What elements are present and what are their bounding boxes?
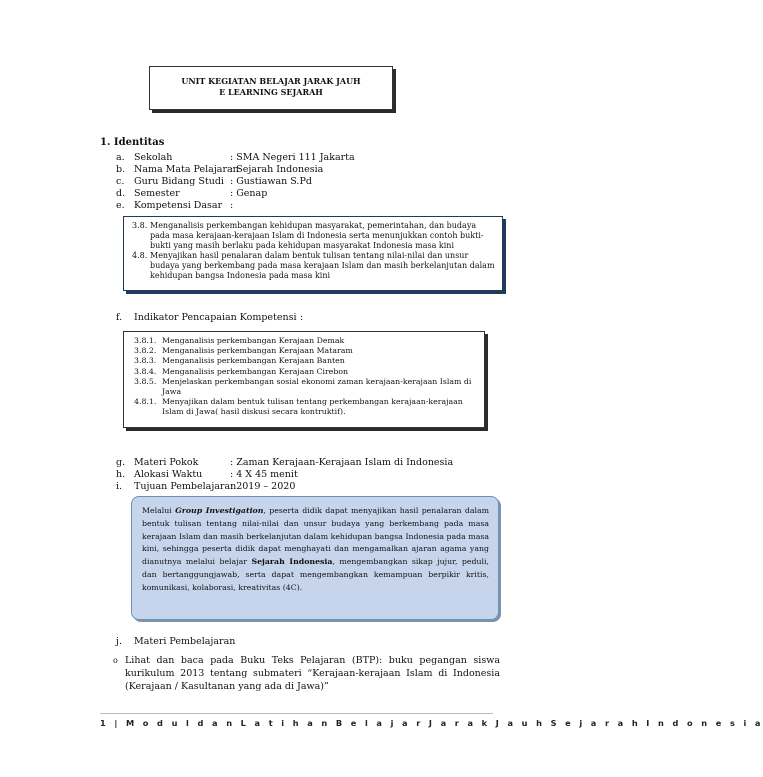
row-value: : Gustiawan S.Pd bbox=[230, 176, 312, 187]
ipk-text: Menganalisis perkembangan Kerajaan Mataram bbox=[162, 346, 353, 356]
materi-text: Lihat dan baca pada Buku Teks Pelajaran (BTP): buku pegangan siswa kurikulum 2013 tentang submateri “Kerajaan-kerajaan Islam di Indonesia (Kerajaan / Kasultanan yang ada di Jawa)” bbox=[125, 655, 500, 692]
kd-number: 4.8. bbox=[132, 251, 148, 260]
row-letter: b. bbox=[116, 164, 126, 175]
row-value: : bbox=[230, 200, 234, 211]
ipk-item bbox=[134, 356, 480, 366]
tujuan-text-1: Melalui bbox=[142, 506, 176, 515]
row-value: : 4 X 45 menit bbox=[230, 469, 298, 480]
ipk-item bbox=[134, 367, 480, 377]
row-label: Semester bbox=[134, 188, 180, 199]
kd-text: Menyajikan hasil penalaran dalam bentuk tulisan tentang nilai-nilai dan unsur budaya yang berkembang pada masa kerajaan Islam dan masih berkelanjutan dalam kehidupan bangsa Indonesia pada masa kini bbox=[150, 251, 495, 280]
row-value: : Zaman Kerajaan-Kerajaan Islam di Indonesia bbox=[230, 457, 454, 468]
ipk-text: Menjelaskan perkembangan sosial ekonomi zaman kerajaan-kerajaan Islam di Jawa bbox=[162, 376, 472, 397]
row-letter: j. bbox=[116, 636, 122, 647]
row-letter: e. bbox=[116, 200, 125, 211]
row-letter: a. bbox=[116, 152, 125, 163]
tujuan-method: Group Investigation bbox=[175, 506, 264, 515]
ipk-text: Menyajikan dalam bentuk tulisan tentang perkembangan kerajaan-kerajaan Islam di Jawa( hasil diskusi secara kontruktif). bbox=[162, 397, 463, 417]
ipk-text: Menganalisis perkembangan Kerajaan Banten bbox=[162, 356, 345, 366]
row-value: : 2019 – 2020 bbox=[230, 481, 296, 492]
ipk-number: 3.8.5. bbox=[134, 376, 157, 386]
row-label: Alokasi Waktu bbox=[134, 469, 203, 480]
ipk-number: 3.8.3. bbox=[134, 356, 157, 366]
title-line-2: E LEARNING SEJARAH bbox=[219, 87, 323, 97]
row-label: Indikator Pencapaian Kompetensi bbox=[134, 312, 297, 323]
row-label: Nama Mata Pelajaran bbox=[134, 164, 239, 175]
title-line-1: UNIT KEGIATAN BELAJAR JARAK JAUH bbox=[181, 76, 361, 86]
footer-divider bbox=[100, 713, 493, 714]
ipk-text: Menganalisis perkembangan Kerajaan Demak bbox=[162, 336, 345, 345]
tujuan-pembelajaran-box bbox=[131, 496, 499, 620]
row-label: Materi Pokok bbox=[134, 457, 199, 468]
ipk-number: 3.8.4. bbox=[134, 366, 157, 376]
kd-item bbox=[132, 251, 496, 281]
ipk-item bbox=[134, 336, 480, 346]
ipk-number: 4.8.1. bbox=[134, 397, 157, 407]
kd-item bbox=[132, 221, 496, 251]
title-box bbox=[149, 66, 393, 110]
identitas-heading: 1. Identitas bbox=[100, 137, 165, 148]
tujuan-text-2: , peserta didik dapat menyajikan hasil penalaran dalam bentuk tulisan tentang nilai-nilai dan unsur budaya yang berkembang pada masa kerajaan Islam dan masih berkelanjutan dalam kehidupan bangsa Indonesia pada masa kini, sehingga peserta didik dapat menghayati dan mengamalkan ajaran agama yang dianutnya melalui belajar bbox=[142, 506, 490, 567]
row-letter: h. bbox=[116, 469, 126, 480]
row-letter: d. bbox=[116, 188, 126, 199]
tujuan-subject: Sejarah Indonesia bbox=[251, 557, 333, 567]
kd-number: 3.8. bbox=[132, 221, 148, 230]
tujuan-text-3: , mengembangkan sikap jujur, peduli, dan bertanggungjawab, serta dapat mengembangkan kemampuan berpikir kritis, komunikasi, kolaborasi, kreativitas (4C). bbox=[142, 557, 489, 592]
kompetensi-dasar-box bbox=[123, 216, 503, 291]
ipk-box bbox=[123, 331, 485, 428]
ipk-item bbox=[134, 397, 480, 417]
ipk-item bbox=[134, 377, 480, 397]
materi-body bbox=[113, 654, 500, 693]
row-colon: : bbox=[300, 312, 304, 323]
row-letter: g. bbox=[116, 457, 126, 468]
row-letter: f. bbox=[116, 312, 123, 323]
ipk-number: 3.8.1. bbox=[134, 336, 157, 345]
row-label: Kompetensi Dasar bbox=[134, 200, 223, 211]
row-letter: c. bbox=[116, 176, 125, 187]
row-label: Tujuan Pembelajaran bbox=[134, 481, 237, 492]
row-value: : SMA Negeri 111 Jakarta bbox=[230, 152, 355, 163]
row-label: Guru Bidang Studi bbox=[134, 176, 224, 187]
ipk-number: 3.8.2. bbox=[134, 346, 157, 356]
row-label: Sekolah bbox=[134, 152, 173, 163]
footer-text: 1 | M o d u l d a n L a t i h a n B e l a j a r J a r a k J a u h S e j a r a h I n d o n e s i a bbox=[100, 718, 763, 728]
ipk-item bbox=[134, 346, 480, 356]
row-label: Materi Pembelajaran bbox=[134, 636, 236, 647]
row-value: : Genap bbox=[230, 188, 268, 199]
row-value: : Sejarah Indonesia bbox=[230, 164, 324, 175]
row-letter: i. bbox=[116, 481, 123, 492]
bullet-icon: o bbox=[113, 656, 118, 665]
ipk-text: Menganalisis perkembangan Kerajaan Cirebon bbox=[162, 366, 349, 376]
kd-text: Menganalisis perkembangan kehidupan masyarakat, pemerintahan, dan budaya pada masa kerajaan-kerajaan Islam di Indonesia serta menunjukkan contoh bukti-bukti yang masih berlaku pada kehidupan masyarakat Indonesia masa kini bbox=[150, 221, 484, 250]
